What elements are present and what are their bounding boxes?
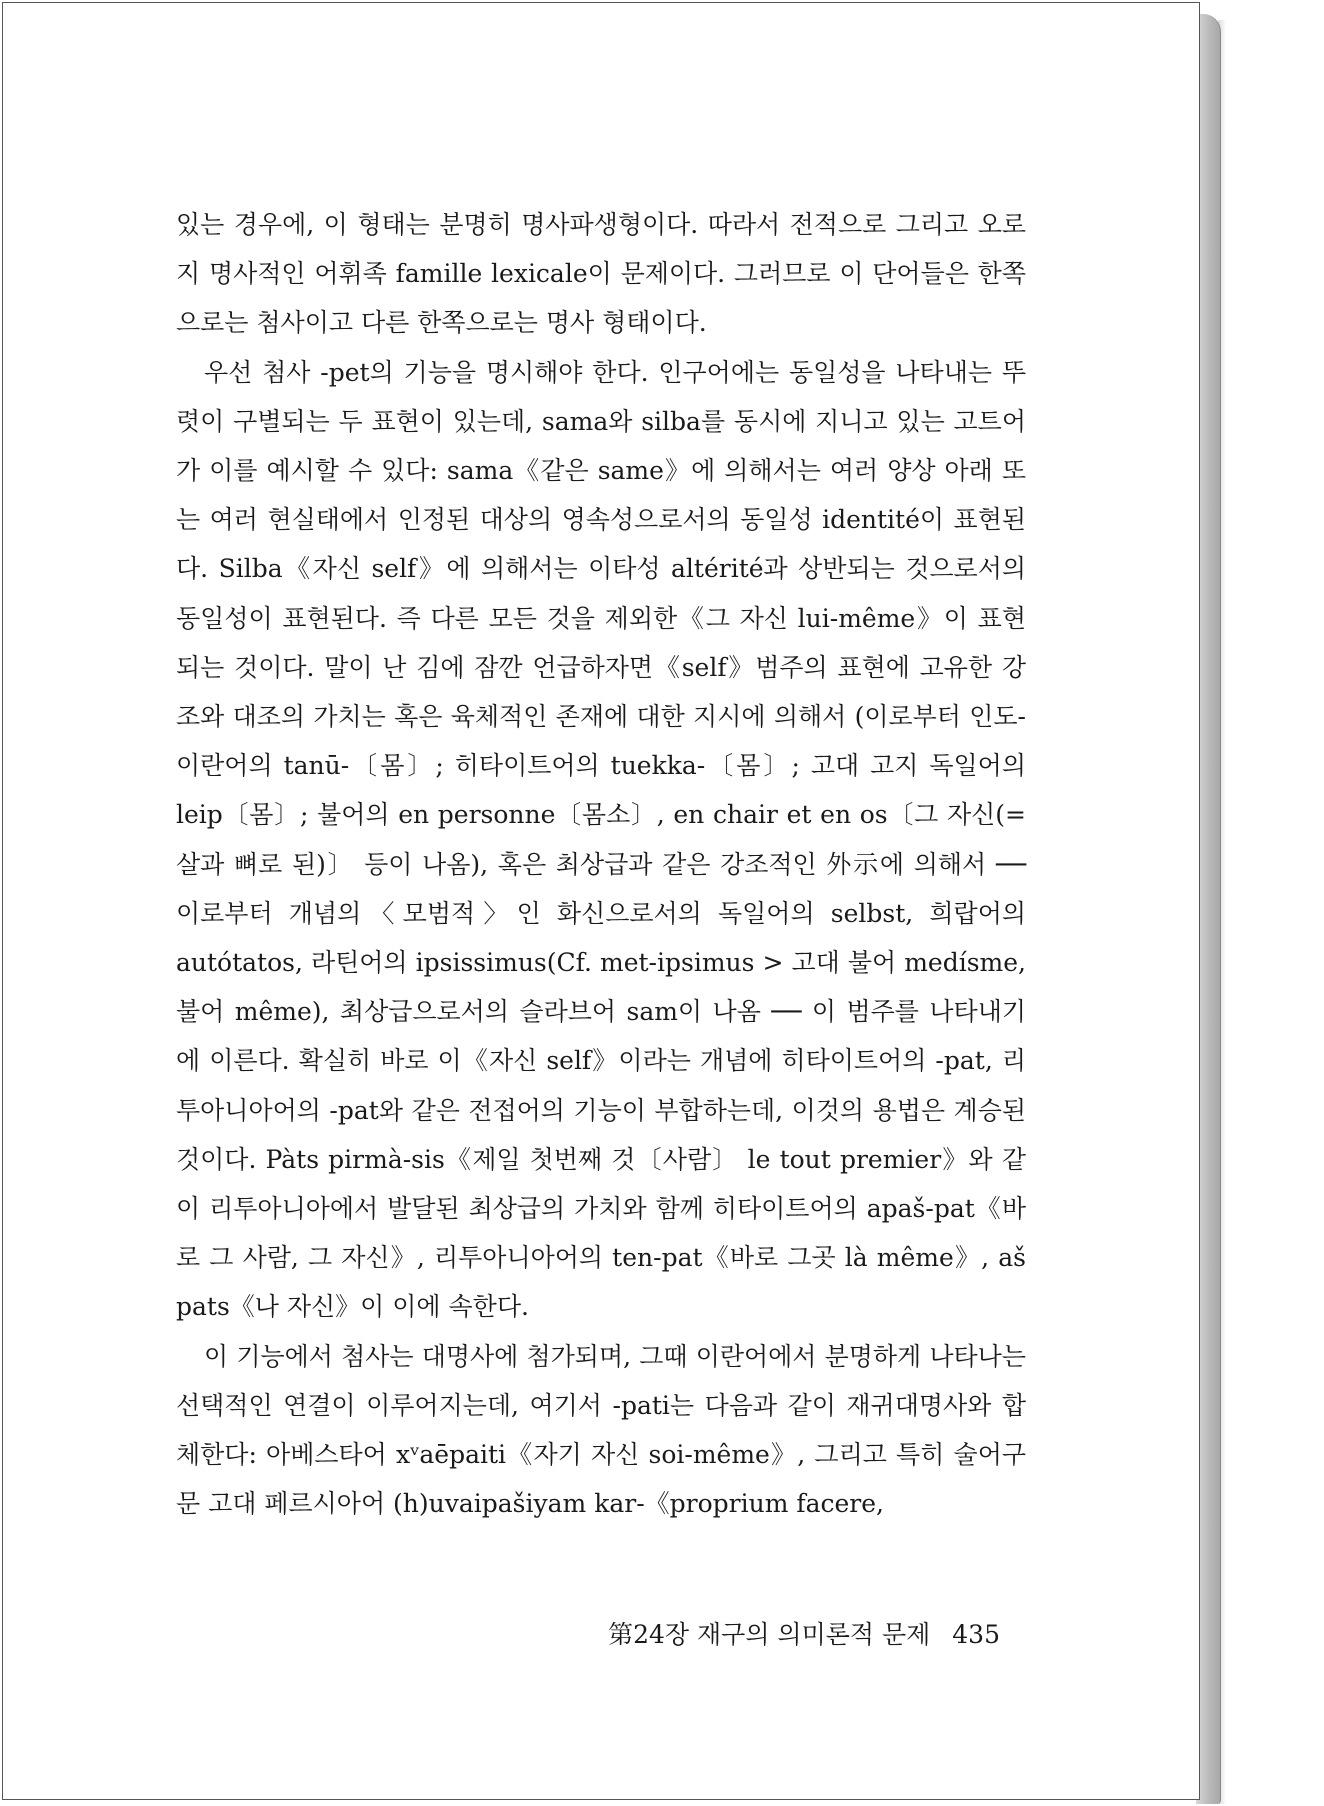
paragraph-particle-pet: 우선 첨사 -pet의 기능을 명시해야 한다. 인구어에는 동일성을 나타내는 뚜렷이 구별되는 두 표현이 있는데, sama와 silba를 동시에 지니고 있는 고트어가 이를 예시할 수 있다: sama《같은 same》에 의해서는 여러 양상 아래 또는 여러 현실태에서 인정된 대상의 영속성으로서의 동일성 identité이 표현된다. Silba《자신 self》에 의해서는 이타성 altérité과 상반되는 것으로서의 동일성이 표현된다. 즉 다른 모든 것을 제외한《그 자신 lui-même》이 표현되는 것이다. 말이 난 김에 잠깐 언급하자면《self》범주의 표현에 고유한 강조와 대조의 가치는 혹은 육체적인 존재에 대한 지시에 의해서 (이로부터 인도-이란어의 tanū-〔몸〕; 히타이트어의 tuekka-〔몸〕; 고대 고지 독일어의 leip〔몸〕; 불어의 en personne〔몸소〕, en chair et en os〔그 자신(=살과 뼈로 된)〕 등이 나옴), 혹은 최상급과 같은 강조적인 外示에 의해서 ── 이로부터 개념의〈모범적〉인 화신으로서의 독일어의 selbst, 희랍어의 autótatos, 라틴어의 ipsissimus(Cf. met-ipsimus > 고대 불어 medísme, 불어 même), 최상급으로서의 슬라브어 sam이 나옴 ── 이 범주를 나타내기에 이른다. 확실히 바로 이《자신 self》이라는 개념에 히타이트어의 -pat, 리투아니아어의 -pat와 같은 전접어의 기능이 부합하는데, 이것의 용법은 계승된 것이다. Pàts pirmà-sis《제일 첫번째 것〔사람〕 le tout premier》와 같이 리투아니아에서 발달된 최상급의 가치와 함께 히타이트어의 apaš-pat《바로 그 사람, 그 자신》, 리투아니아어의 ten-pat《바로 그곳 là même》, aš pats《나 자신》이 이에 속한다. (176, 357, 1026, 1322)
paragraph-continuation: 있는 경우에, 이 형태는 분명히 명사파생형이다. 따라서 전적으로 그리고 오로지 명사적인 어휘족 famille lexicale이 문제이다. 그러므로 이 단어들은 한쪽으로는 첨사이고 다른 한쪽으로는 명사 형태이다. (176, 210, 1026, 338)
running-footer-chapter: 第24장 재구의 의미론적 문제 (608, 1620, 931, 1649)
body-text (176, 200, 1026, 1528)
page-footer (0, 1615, 1000, 1655)
page-number: 435 (952, 1620, 1000, 1649)
paragraph-pronoun-function: 이 기능에서 첨사는 대명사에 첨가되며, 그때 이란어에서 분명하게 나타나는 선택적인 연결이 이루어지는데, 여기서 -pati는 다음과 같이 재귀대명사와 합체한다: 아베스타어 xᵛaēpaiti《자기 자신 soi-même》, 그리고 특히 술어구문 고대 페르시아어 (h)uvaipašiyam kar-《proprium facere, (176, 1341, 1026, 1519)
